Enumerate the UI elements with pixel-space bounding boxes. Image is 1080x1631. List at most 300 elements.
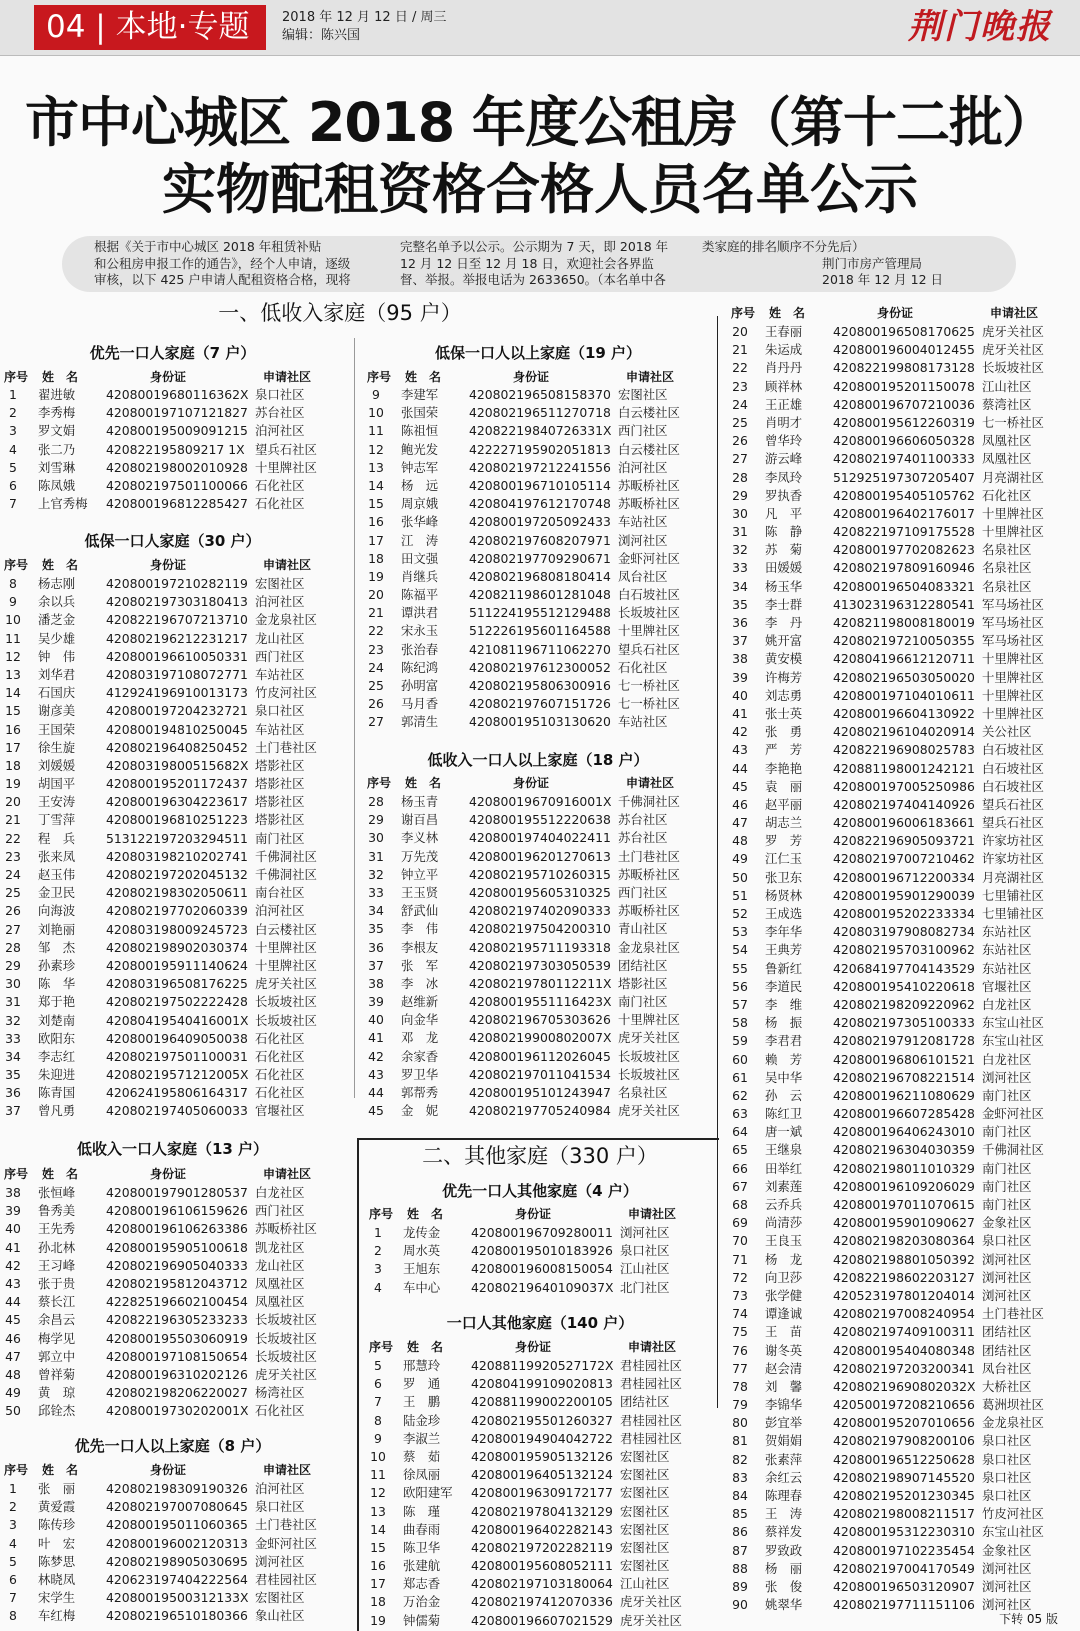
- applicant-name: 孙北林: [38, 1239, 76, 1255]
- community: 十里牌社区: [618, 623, 680, 639]
- row-number: 57: [732, 996, 748, 1012]
- row-number: 24: [732, 396, 748, 412]
- id-number: 420800196812285427: [106, 496, 248, 512]
- community: 十里牌社区: [255, 939, 317, 955]
- community: 石化社区: [255, 1085, 305, 1101]
- row-number: 67: [732, 1178, 748, 1194]
- community: 凤凰社区: [982, 451, 1032, 467]
- applicant-name: 欧阳东: [38, 1030, 76, 1046]
- row-number: 25: [5, 885, 21, 901]
- table-row: [0, 957, 345, 975]
- table-row: [363, 404, 713, 422]
- row-number: 90: [732, 1597, 748, 1613]
- community: 浏河社区: [618, 532, 668, 548]
- applicant-name: 李建军: [401, 387, 439, 402]
- table-row: [0, 1012, 345, 1030]
- applicant-name: 鲁新红: [765, 960, 803, 976]
- community: 军马场社区: [982, 615, 1044, 630]
- applicant-name: 龙传金: [403, 1225, 441, 1240]
- id-number: 420800197702082623: [833, 542, 975, 558]
- community: 望兵石社区: [255, 441, 317, 457]
- id-number: 420803198210202741: [106, 848, 248, 864]
- id-number: 420800196004012455: [833, 342, 975, 358]
- id-number: 420800196409050038: [106, 1030, 248, 1046]
- table-row: [727, 487, 1077, 505]
- column-header-id: 身份证: [150, 370, 187, 384]
- applicant-name: 张国荣: [401, 405, 439, 421]
- table-row: [727, 414, 1077, 432]
- table-row: [365, 1260, 715, 1278]
- applicant-name: 陈 瑾: [403, 1503, 441, 1519]
- community: 东站社区: [982, 960, 1032, 976]
- community: 浏河社区: [620, 1225, 670, 1240]
- column-header-row: [0, 1165, 345, 1183]
- table-row: [727, 778, 1077, 796]
- notice-banner: [62, 236, 1016, 292]
- community: 石化社区: [255, 477, 305, 493]
- row-number: 65: [732, 1142, 748, 1158]
- group-rows: [365, 1224, 715, 1297]
- applicant-name: 黄 琼: [38, 1385, 76, 1401]
- applicant-name: 周水英: [403, 1243, 441, 1259]
- table-row: [727, 469, 1077, 487]
- row-number: 7: [9, 1590, 17, 1606]
- table-row: [0, 721, 345, 739]
- community: 石化社区: [255, 1403, 305, 1419]
- row-number: 41: [732, 705, 748, 721]
- community: 白石坡社区: [982, 760, 1044, 776]
- part2-title: 二、其他家庭（330 户）: [422, 1144, 658, 1168]
- id-number: 420802197202282119: [471, 1539, 613, 1555]
- row-number: 2: [9, 1499, 17, 1515]
- community: 泊河社区: [255, 423, 305, 439]
- row-number: 37: [732, 633, 748, 649]
- row-number: 54: [732, 942, 748, 958]
- table-row: [727, 1251, 1077, 1269]
- table-row: [0, 477, 345, 495]
- table-row: [363, 848, 713, 866]
- community: 石化社区: [255, 496, 305, 512]
- applicant-name: 陈凤娥: [38, 477, 76, 493]
- applicant-name: 陈 静: [765, 524, 803, 540]
- table-row: [727, 1432, 1077, 1450]
- community: 泉口社区: [982, 1451, 1032, 1467]
- id-number: 420800195901090627: [833, 1215, 975, 1231]
- applicant-name: 张华峰: [401, 514, 439, 530]
- row-number: 16: [368, 514, 384, 530]
- table-row: [727, 341, 1077, 359]
- community: 浏河社区: [982, 1269, 1032, 1285]
- page-header: [0, 0, 1080, 56]
- applicant-name: 杨 振: [765, 1015, 803, 1031]
- id-number: 412924196910013173: [106, 685, 248, 701]
- row-number: 38: [368, 975, 384, 991]
- row-number: 72: [732, 1269, 748, 1285]
- row-number: 80: [732, 1415, 748, 1431]
- row-number: 4: [9, 1535, 17, 1551]
- id-number: 420800195011060365: [106, 1517, 248, 1533]
- row-number: 10: [368, 405, 384, 421]
- table-row: [727, 905, 1077, 923]
- applicant-name: 陈纪鸿: [401, 659, 439, 675]
- group-rows: [727, 323, 1077, 1614]
- community: 泊河社区: [618, 459, 668, 475]
- table-row: [0, 1257, 345, 1275]
- part1-title: 一、低收入家庭（95 户）: [218, 301, 462, 325]
- row-number: 12: [370, 1485, 386, 1501]
- applicant-name: 李淑兰: [403, 1430, 441, 1446]
- table-row: [727, 1014, 1077, 1032]
- id-number: 420802196304030359: [833, 1142, 975, 1158]
- row-number: 89: [732, 1578, 748, 1594]
- community: 千佛洞社区: [255, 867, 317, 882]
- table-row: [0, 1293, 345, 1311]
- row-number: 9: [374, 1430, 382, 1446]
- community: 苏台社区: [255, 405, 305, 421]
- applicant-name: 梅学见: [38, 1330, 76, 1346]
- id-number: 420881198001242121: [833, 760, 975, 776]
- table-row: [0, 1048, 345, 1066]
- applicant-name: 袁 丽: [765, 778, 803, 794]
- column-header-row: [0, 556, 345, 574]
- table-row: [727, 960, 1077, 978]
- row-number: 21: [732, 342, 748, 358]
- row-number: 22: [732, 360, 748, 376]
- table-row: [727, 923, 1077, 941]
- row-number: 6: [374, 1376, 382, 1392]
- community: 西门社区: [618, 884, 668, 900]
- applicant-name: 赵维新: [401, 994, 439, 1010]
- id-number: 420800195905100618: [106, 1239, 248, 1255]
- id-number: 420802197412070336: [471, 1594, 613, 1610]
- table-row: [727, 1469, 1077, 1487]
- applicant-name: 凡 平: [765, 505, 803, 521]
- table-row: [727, 1141, 1077, 1159]
- table-row: [0, 1084, 345, 1102]
- applicant-name: 孙明富: [401, 678, 439, 693]
- community: 泊河社区: [255, 594, 305, 610]
- applicant-name: 罗 芳: [765, 833, 803, 849]
- community: 虎牙关社区: [255, 976, 317, 992]
- table-row: [727, 323, 1077, 341]
- table-row: [0, 1384, 345, 1402]
- community: 金龙泉社区: [982, 1415, 1044, 1431]
- id-number: 420803197108072771: [106, 666, 248, 682]
- applicant-name: 张建航: [403, 1558, 441, 1574]
- notice-text: 根据《关于市中心城区 2018 年租赁补贴: [94, 239, 322, 254]
- column-header-id: 身份证: [513, 370, 550, 384]
- row-number: 24: [368, 659, 384, 675]
- row-number: 8: [9, 1608, 17, 1624]
- table-row: [363, 622, 713, 640]
- community: 君桂园社区: [255, 1571, 317, 1587]
- applicant-name: 宋学生: [38, 1590, 76, 1606]
- community: 白石坡社区: [982, 742, 1044, 758]
- id-number: 420802196408250452: [106, 739, 248, 755]
- community: 宏图社区: [620, 1521, 670, 1537]
- community: 金虾河社区: [982, 1106, 1044, 1122]
- table-row: [727, 650, 1077, 668]
- community: 车站社区: [255, 721, 305, 737]
- table-row: [0, 1220, 345, 1238]
- id-number: 420881199002200105: [471, 1394, 613, 1410]
- group-title: 低保一口人家庭（30 户）: [84, 532, 261, 550]
- id-number: 420800196109206029: [833, 1178, 975, 1194]
- table-row: [0, 611, 345, 629]
- id-number: 420802195201230345: [833, 1488, 975, 1503]
- column-header-community: 申请社区: [263, 1463, 312, 1477]
- applicant-name: 游云峰: [765, 451, 803, 467]
- table-row: [365, 1448, 715, 1466]
- notice-text: 督、举报。举报电话为 2633650。（本名单中各: [400, 272, 666, 287]
- applicant-name: 张治春: [401, 641, 439, 657]
- applicant-name: 云乔兵: [765, 1197, 803, 1212]
- id-number: 420800195202233334: [833, 906, 975, 921]
- applicant-name: 江 涛: [401, 532, 439, 548]
- id-number: 512226195601164588: [469, 623, 611, 639]
- table-row: [363, 811, 713, 829]
- community: 车站社区: [255, 666, 305, 682]
- table-row: [363, 459, 713, 477]
- id-number: 420802195812043712: [106, 1275, 248, 1291]
- table-row: [727, 814, 1077, 832]
- applicant-name: 石国庆: [38, 685, 76, 701]
- community: 白龙社区: [982, 1051, 1032, 1067]
- column-header-no: 序号: [367, 370, 392, 384]
- table-row: [727, 705, 1077, 723]
- community: 名泉社区: [982, 560, 1032, 576]
- community: 宏图社区: [620, 1467, 670, 1483]
- id-number: 420800195405105762: [833, 487, 975, 503]
- row-number: 82: [732, 1451, 748, 1467]
- community: 君桂园社区: [620, 1358, 682, 1373]
- id-number: 420802198002010928: [106, 459, 248, 475]
- applicant-name: 李士群: [765, 596, 803, 612]
- id-number: 420802197212241556: [469, 459, 611, 475]
- id-number: 422227195902051813: [469, 441, 611, 457]
- table-row: [727, 1378, 1077, 1396]
- id-number: 420800195608052111: [471, 1558, 613, 1574]
- id-number: 420800197107121827: [106, 405, 248, 421]
- community: 东站社区: [982, 942, 1032, 958]
- id-number: 42080019551116423X: [469, 994, 612, 1010]
- applicant-name: 赵平丽: [765, 796, 803, 812]
- id-number: 420802195710260315: [469, 866, 611, 882]
- community: 名泉社区: [982, 578, 1032, 594]
- row-number: 88: [732, 1560, 748, 1576]
- table-row: [363, 677, 713, 695]
- community: 长坂坡社区: [618, 1048, 680, 1064]
- row-number: 48: [732, 833, 748, 849]
- row-number: 17: [368, 532, 384, 548]
- headline: [0, 90, 1080, 224]
- row-number: 6: [9, 1571, 17, 1587]
- id-number: 420802198209220962: [833, 996, 975, 1012]
- group-title: 优先一口人以上家庭（8 户）: [74, 1437, 271, 1455]
- applicant-name: 肖明才: [765, 414, 803, 430]
- community: 白石坡社区: [982, 778, 1044, 794]
- applicant-name: 孙素珍: [38, 957, 76, 973]
- table-row: [363, 713, 713, 731]
- row-number: 10: [370, 1448, 386, 1464]
- table-row: [727, 1523, 1077, 1541]
- id-number: 420802198203080364: [833, 1233, 975, 1249]
- row-number: 69: [732, 1215, 748, 1231]
- id-number: 420800195103130620: [469, 714, 611, 730]
- community: 宏图社区: [620, 1503, 670, 1519]
- table-row: [0, 1348, 345, 1366]
- id-number: 420802196705303626: [469, 1012, 611, 1028]
- table-row: [727, 850, 1077, 868]
- applicant-name: 徐凤丽: [403, 1467, 441, 1483]
- row-number: 40: [732, 687, 748, 703]
- applicant-name: 朱运成: [765, 342, 803, 358]
- row-number: 38: [5, 1185, 21, 1200]
- community: 十里牌社区: [982, 705, 1044, 721]
- community: 关公社区: [982, 724, 1032, 740]
- community: 团结社区: [620, 1394, 670, 1410]
- row-number: 62: [732, 1087, 748, 1103]
- column-header-no: 序号: [369, 1207, 394, 1221]
- row-number: 45: [5, 1312, 21, 1328]
- table-row: [363, 1102, 713, 1120]
- community: 泊河社区: [255, 1481, 305, 1496]
- id-number: 420802195501260327: [471, 1412, 613, 1428]
- community: 长坂坡社区: [255, 1330, 317, 1346]
- community: 虎牙关社区: [618, 1030, 680, 1046]
- id-number: 420800196707210036: [833, 396, 975, 412]
- row-number: 33: [732, 560, 748, 576]
- editor-name: 编辑：陈兴国: [282, 28, 361, 43]
- table-row: [727, 1360, 1077, 1378]
- row-number: 39: [5, 1203, 21, 1219]
- row-number: 15: [370, 1539, 386, 1555]
- id-number: 420822196908025783: [833, 742, 975, 758]
- id-number: 420800196304223617: [106, 794, 248, 810]
- applicant-name: 姚开富: [765, 633, 803, 649]
- applicant-name: 谢百昌: [401, 812, 439, 828]
- table-row: [363, 441, 713, 459]
- row-number: 47: [732, 815, 748, 831]
- row-number: 71: [732, 1251, 748, 1267]
- id-number: 420684197704143529: [833, 960, 975, 976]
- id-number: 420800197108150654: [106, 1348, 248, 1364]
- applicant-name: 舒武仙: [401, 903, 439, 919]
- row-number: 13: [370, 1503, 386, 1519]
- table-row: [727, 1123, 1077, 1141]
- column-header-no: 序号: [731, 306, 756, 320]
- applicant-name: 胡志兰: [765, 815, 803, 831]
- id-number: 420800196402282143: [471, 1521, 613, 1537]
- row-number: 26: [5, 903, 21, 919]
- table-row: [727, 1542, 1077, 1560]
- group-title: 一口人其他家庭（140 户）: [446, 1314, 634, 1332]
- row-number: 44: [5, 1294, 21, 1310]
- table-row: [727, 1069, 1077, 1087]
- table-row: [0, 593, 345, 611]
- row-number: 23: [368, 641, 384, 657]
- row-number: 39: [368, 994, 384, 1010]
- community: 泉口社区: [255, 703, 305, 719]
- table-row: [363, 993, 713, 1011]
- community: 望兵石社区: [982, 815, 1044, 831]
- notice-col-3: [702, 239, 943, 289]
- column-divider: [717, 316, 718, 1408]
- row-number: 79: [732, 1397, 748, 1413]
- table-row: [727, 1578, 1077, 1596]
- applicant-name: 赵会清: [765, 1360, 803, 1376]
- row-number: 28: [732, 469, 748, 485]
- community: 泉口社区: [982, 1433, 1032, 1449]
- community: 南门社区: [982, 1178, 1032, 1194]
- section-label: 04 | 本地·专题: [34, 5, 266, 50]
- applicant-name: 陈红卫: [765, 1106, 803, 1122]
- column-header-no: 序号: [369, 1340, 394, 1354]
- community: 苏台社区: [618, 812, 668, 828]
- table-row: [727, 941, 1077, 959]
- notice-text: 类家庭的排名顺序不分先后）: [702, 239, 865, 254]
- table-row: [365, 1357, 715, 1375]
- community: 金虾河社区: [255, 1535, 317, 1551]
- table-row: [365, 1224, 715, 1242]
- id-number: 420804199109020813: [471, 1376, 613, 1392]
- table-row: [0, 757, 345, 775]
- applicant-name: 姚翠华: [765, 1597, 803, 1613]
- community: 东宝山社区: [982, 1015, 1044, 1031]
- applicant-name: 杨玉华: [765, 578, 803, 594]
- community: 宏图社区: [620, 1485, 670, 1501]
- row-number: 87: [732, 1542, 748, 1558]
- applicant-name: 谭洪君: [401, 605, 439, 621]
- community: 南台社区: [255, 885, 305, 901]
- applicant-name: 王正雄: [765, 396, 803, 412]
- id-number: 420802197502222428: [106, 994, 248, 1010]
- community: 石化社区: [255, 1048, 305, 1064]
- applicant-name: 车红梅: [38, 1608, 76, 1624]
- id-number: 420802197004170549: [833, 1560, 975, 1576]
- community: 长坂坡社区: [255, 1348, 317, 1364]
- id-number: 420800196607021529: [471, 1612, 613, 1628]
- column-header-id: 身份证: [150, 1463, 187, 1477]
- id-number: 420800197404022411: [469, 830, 611, 846]
- row-number: 46: [5, 1330, 21, 1346]
- row-number: 41: [368, 1030, 384, 1046]
- community: 月亮湖社区: [982, 469, 1044, 485]
- applicant-name: 刘楚南: [38, 1012, 76, 1028]
- table-row: [0, 495, 345, 513]
- row-number: 31: [368, 848, 384, 864]
- community: 长坂坡社区: [618, 605, 680, 621]
- applicant-name: 王 涛: [765, 1506, 803, 1522]
- table-row: [727, 669, 1077, 687]
- community: 白石坡社区: [618, 587, 680, 603]
- table-row: [0, 684, 345, 702]
- row-number: 20: [368, 587, 384, 603]
- table-row: [363, 568, 713, 586]
- id-number: 420800196606050328: [833, 433, 975, 449]
- id-number: 42080419540416001X: [106, 1012, 249, 1028]
- row-number: 38: [732, 651, 748, 667]
- id-number: 420800197102235454: [833, 1542, 975, 1558]
- community: 十里牌社区: [255, 957, 317, 973]
- id-number: 420800196503120907: [833, 1578, 975, 1594]
- table-row: [727, 1451, 1077, 1469]
- column-header-community: 申请社区: [263, 558, 312, 572]
- community: 南门社区: [982, 1124, 1032, 1140]
- community: 七一桥社区: [618, 678, 680, 693]
- row-number: 58: [732, 1015, 748, 1031]
- row-number: 17: [370, 1576, 386, 1592]
